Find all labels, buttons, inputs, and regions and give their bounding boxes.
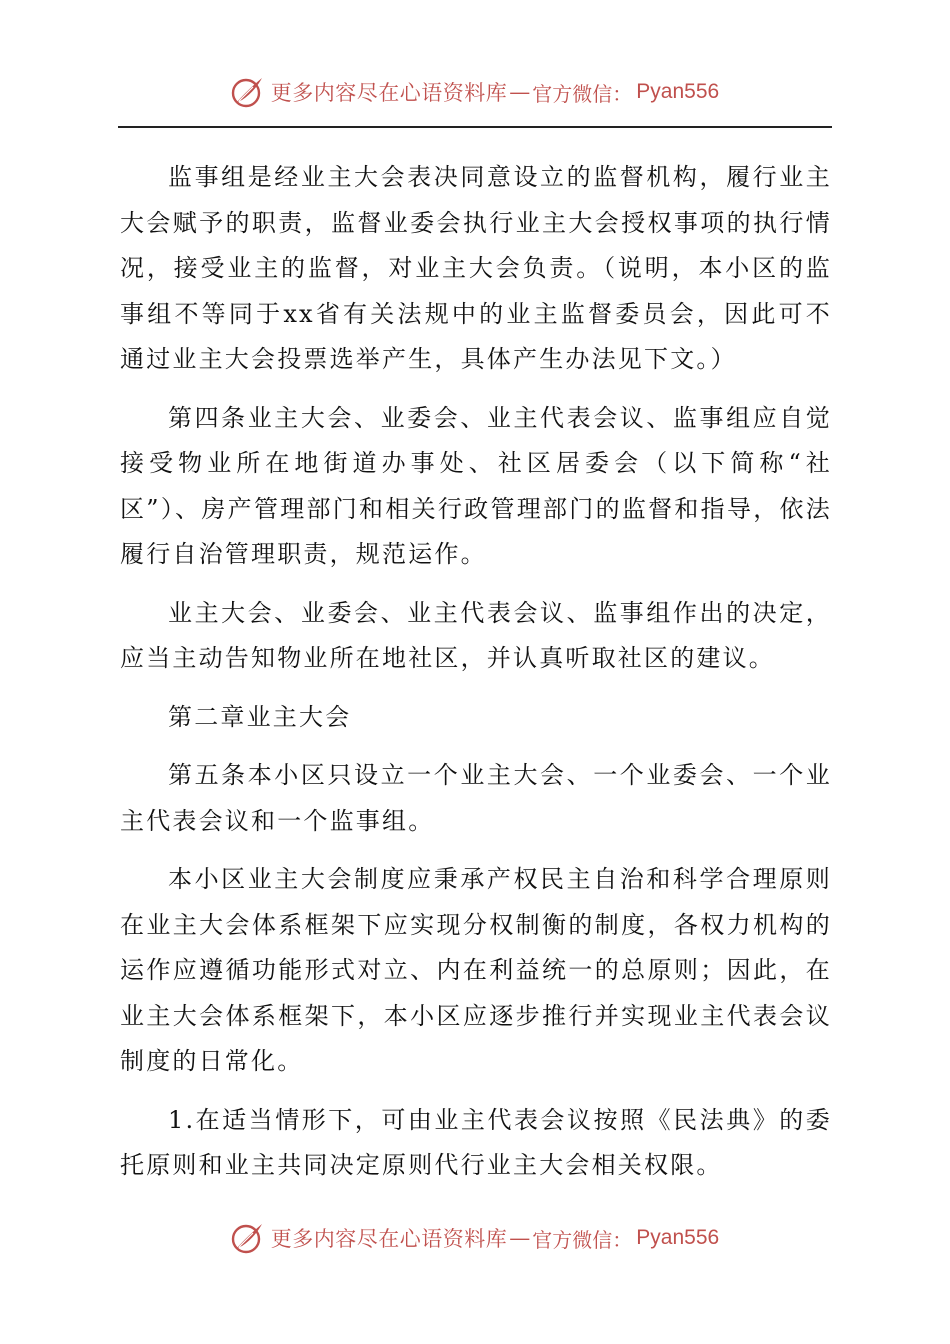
page-footer (0, 1218, 950, 1258)
paragraph-decisions-notice: 业主大会、业委会、业主代表会议、监事组作出的决定，应当主动告知物业所在地社区，并认真听取社区的建议。 (120, 598, 832, 672)
paragraph-article-5: 第五条本小区只设立一个业主大会、一个业委会、一个业主代表会议和一个监事组。 (120, 761, 832, 835)
footer-title: 更多内容尽在心语资料库 (270, 1227, 508, 1251)
quill-logo-icon (231, 75, 265, 109)
header-divider (118, 126, 832, 128)
paragraph-item-1: 1.在适当情形下，可由业主代表会议按照《民法典》的委托原则和业主共同决定原则代行业主大会相关权限。 (120, 1105, 832, 1179)
header-separator: — (509, 80, 531, 104)
paragraph-system-principle: 本小区业主大会制度应秉承产权民主自治和科学合理原则在业主大会体系框架下应实现分权制衡的制度，各权力机构的运作应遵循功能形式对立、内在利益统一的总原则；因此，在业主大会体系框架下，本小区应逐步推行并实现业主代表会议制度的日常化。 (120, 865, 832, 1075)
header-wechat-id: Pyan556 (636, 80, 720, 103)
chapter-heading: 第二章业主大会 (168, 702, 352, 731)
paragraph-supervisory-group: 监事组是经业主大会表决同意设立的监督机构，履行业主大会赋予的职责，监督业委会执行业主大会授权事项的执行情况，接受业主的监督，对业主大会负责。（说明，本小区的监事组不等同于xx省有关法规中的业主监督委员会，因此可不通过业主大会投票选举产生，具体产生办法见下文。） (120, 163, 832, 373)
footer-separator: — (509, 1226, 531, 1250)
header-title: 更多内容尽在心语资料库 (270, 81, 508, 105)
quill-logo-icon (231, 1221, 265, 1255)
paragraph-article-4: 第四条业主大会、业委会、业主代表会议、监事组应自觉接受物业所在地街道办事处、社区居委会（以下简称“社区”）、房产管理部门和相关行政管理部门的监督和指导，依法履行自治管理职责，规范运作。 (120, 403, 832, 568)
footer-wechat-id: Pyan556 (636, 1226, 720, 1249)
footer-label: 官方微信： (532, 1227, 633, 1252)
document-body (120, 155, 832, 1202)
page-header (0, 72, 950, 112)
header-label: 官方微信： (532, 81, 633, 106)
